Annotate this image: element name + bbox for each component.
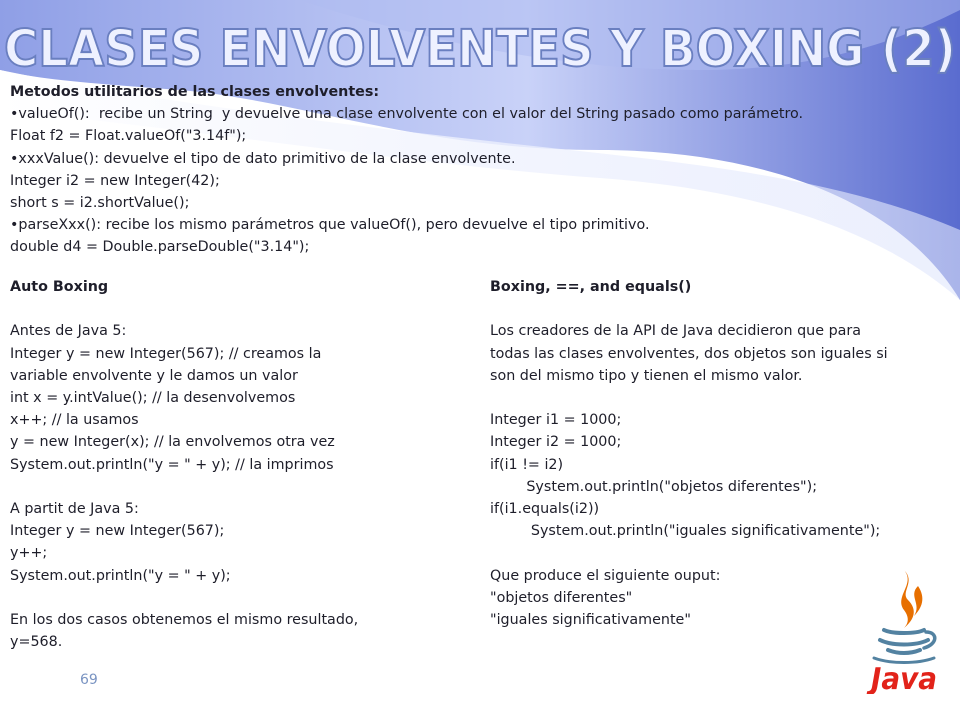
- output-line: "objetos diferentes": [490, 589, 633, 606]
- page-number: 69: [80, 672, 98, 688]
- code-line: Float f2 = Float.valueOf("3.14f");: [10, 128, 247, 145]
- blank-line: [490, 298, 950, 320]
- code-line: System.out.println("y = " + y); // la imprimos: [10, 456, 334, 473]
- code-line: if(i1.equals(i2)): [490, 501, 600, 517]
- text-line: Antes de Java 5:: [10, 323, 127, 340]
- code-line: double d4 = Double.parseDouble("3.14");: [10, 239, 310, 256]
- boxing-equals-heading: Boxing, ==, and equals(): [490, 279, 692, 295]
- slide-title-text: CLASES ENVOLVENTES Y BOXING (2): [4, 20, 956, 79]
- blank-line: [490, 542, 950, 564]
- code-line: Integer i1 = 1000;: [490, 412, 622, 429]
- text-line: y=568.: [10, 634, 63, 651]
- auto-boxing-section: [10, 276, 480, 653]
- auto-boxing-heading: Auto Boxing: [10, 279, 109, 295]
- code-line: System.out.println("iguales significativamente");: [490, 523, 881, 540]
- text-line: •xxxValue(): devuelve el tipo de dato primitivo de la clase envolvente.: [10, 150, 516, 167]
- text-line: •parseXxx(): recibe los mismo parámetros que valueOf(), pero devuelve el tipo primitivo.: [10, 217, 650, 234]
- blank-line: [10, 587, 480, 609]
- text-line: Los creadores de la API de Java decidieron que para: [490, 323, 862, 340]
- code-line: Integer i2 = new Integer(42);: [10, 172, 220, 189]
- code-line: y = new Integer(x); // la envolvemos otra vez: [10, 434, 335, 451]
- java-logo-text: Java: [866, 662, 937, 694]
- text-line: todas las clases envolventes, dos objetos son iguales si: [490, 345, 888, 362]
- slide-title: [0, 6, 960, 84]
- code-line: y++;: [10, 545, 48, 562]
- utility-methods-section: [10, 81, 940, 259]
- text-line: En los dos casos obtenemos el mismo resultado,: [10, 612, 359, 628]
- blank-line: [10, 476, 480, 498]
- code-line: Integer y = new Integer(567); // creamos la: [10, 345, 322, 362]
- code-line: System.out.println("objetos diferentes");: [490, 478, 818, 495]
- code-line: System.out.println("y = " + y);: [10, 567, 231, 584]
- code-line: Integer y = new Integer(567);: [10, 523, 225, 540]
- blank-line: [490, 387, 950, 409]
- text-line: son del mismo tipo y tienen el mismo valor.: [490, 367, 803, 384]
- java-logo-icon: [864, 566, 944, 694]
- code-line: variable envolvente y le damos un valor: [10, 367, 298, 384]
- code-line: int x = y.intValue(); // la desenvolvemos: [10, 390, 296, 406]
- text-line: Que produce el siguiente ouput:: [490, 567, 721, 584]
- code-line: short s = i2.shortValue();: [10, 195, 190, 212]
- code-line: if(i1 != i2): [490, 456, 564, 473]
- output-line: "iguales significativamente": [490, 612, 691, 628]
- code-line: Integer i2 = 1000;: [490, 434, 622, 451]
- code-line: x++; // la usamos: [10, 412, 139, 429]
- text-line: •valueOf(): recibe un String y devuelve una clase envolvente con el valor del String pasado como parámetro.: [10, 106, 804, 123]
- text-line: A partit de Java 5:: [10, 501, 139, 517]
- blank-line: [10, 298, 480, 320]
- utility-methods-heading: Metodos utilitarios de las clases envolventes:: [10, 84, 380, 100]
